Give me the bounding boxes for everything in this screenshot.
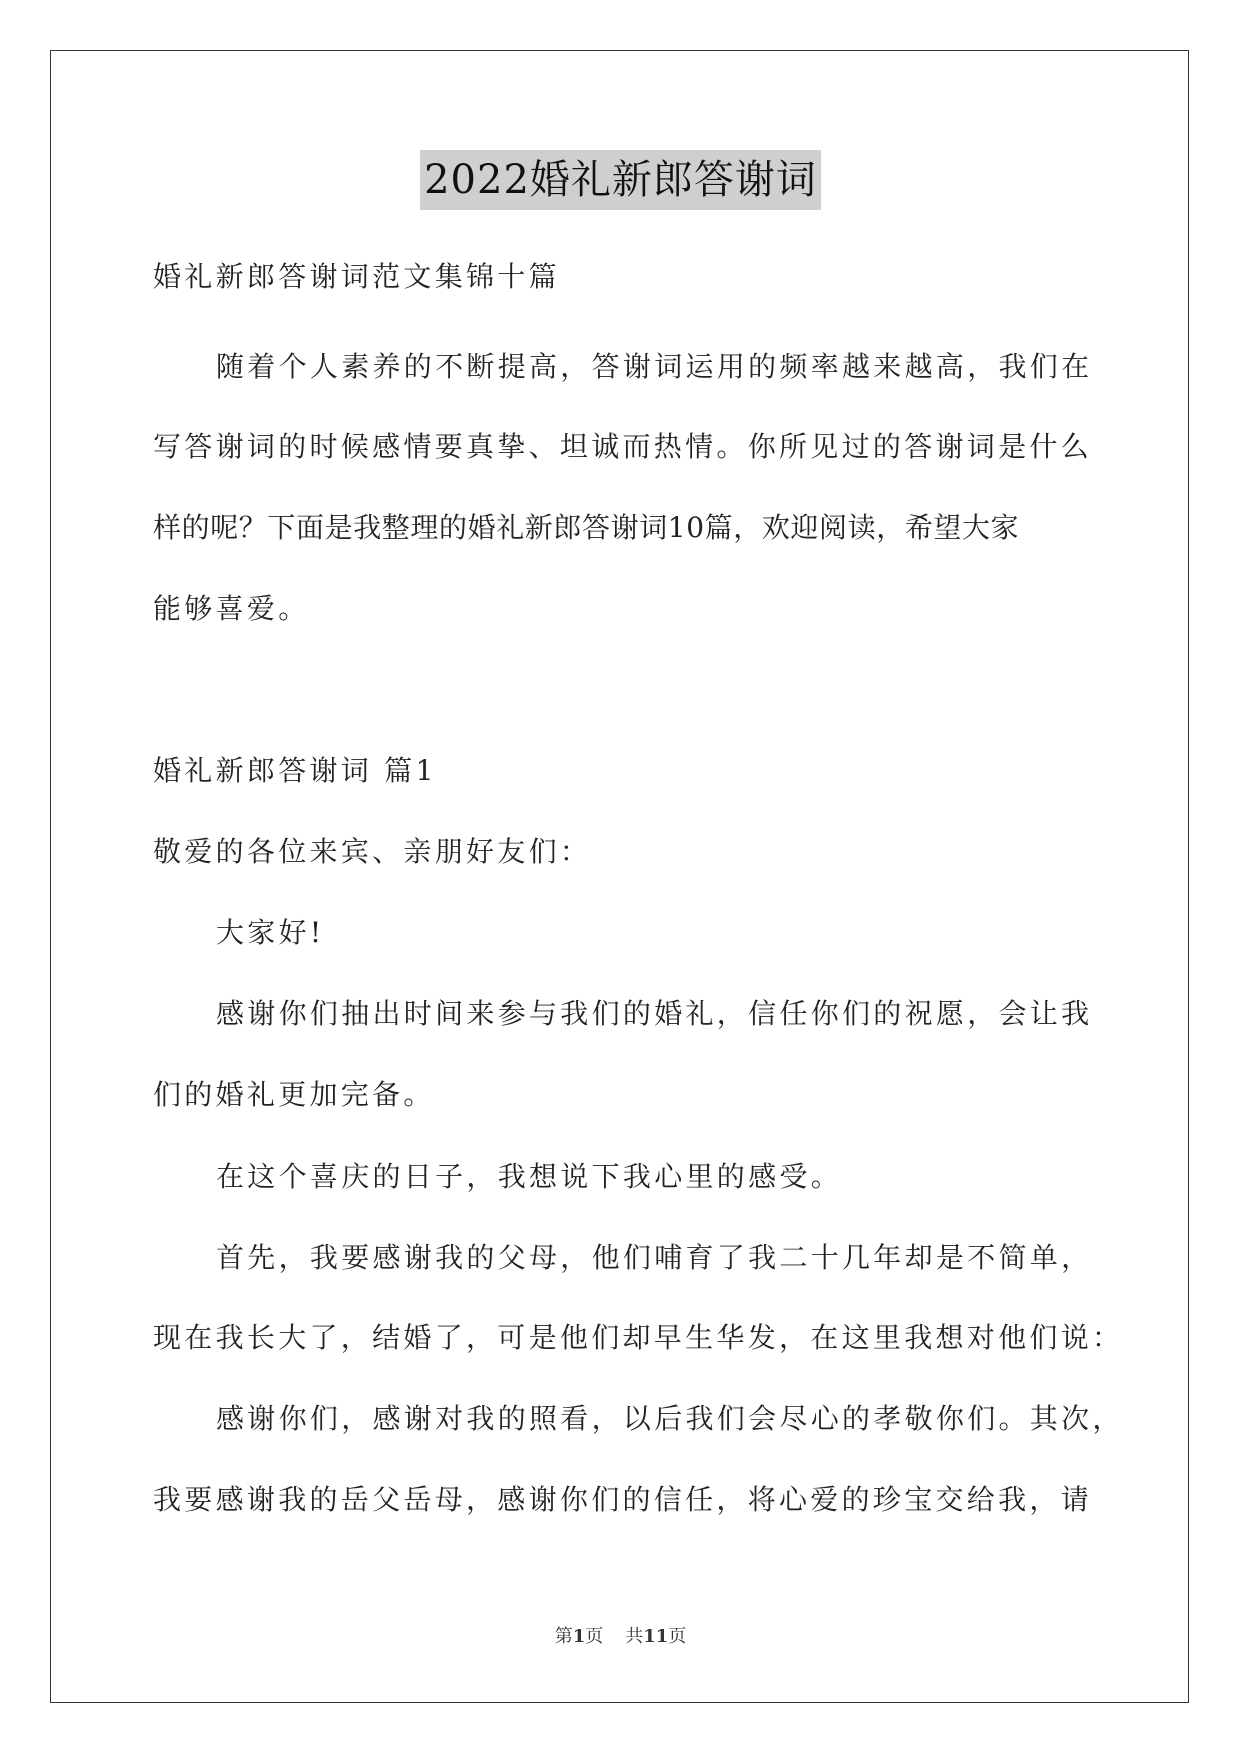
intro-line-2: 写答谢词的时候感情要真挚、坦诚而热情。你所见过的答谢词是什么 [153,430,1093,463]
footer-page-number: 1 [572,1626,586,1647]
footer-total-pages: 11 [643,1626,669,1647]
footer-total-unit: 页 [668,1626,687,1647]
body-line-1: 感谢你们抽出时间来参与我们的婚礼，信任你们的祝愿，会让我 [216,997,1093,1030]
page-footer [0,1625,1241,1649]
footer-page-prefix: 第 [554,1626,573,1647]
document-title: 2022婚礼新郎答谢词 [420,150,821,210]
body-line-4: 首先，我要感谢我的父母，他们哺育了我二十几年却是不简单， [216,1241,1093,1274]
body-line-5: 现在我长大了，结婚了，可是他们却早生华发，在这里我想对他们说： [153,1321,1124,1354]
body-line-2: 们的婚礼更加完备。 [153,1078,435,1111]
section-heading: 婚礼新郎答谢词 篇1 [153,754,437,787]
intro-line-1: 随着个人素养的不断提高，答谢词运用的频率越来越高，我们在 [216,350,1093,383]
intro-line-4: 能够喜爱。 [153,592,310,625]
intro-line-3: 样的呢？下面是我整理的婚礼新郎答谢词10篇，欢迎阅读，希望大家 [153,511,1020,544]
body-line-3: 在这个喜庆的日子，我想说下我心里的感受。 [216,1160,843,1193]
footer-page-unit: 页 [585,1626,604,1647]
body-line-7: 我要感谢我的岳父岳母，感谢你们的信任，将心爱的珍宝交给我，请 [153,1483,1093,1516]
footer-total-prefix: 共 [625,1626,644,1647]
document-title-container [0,150,1241,210]
body-line-6: 感谢你们，感谢对我的照看，以后我们会尽心的孝敬你们。其次， [216,1402,1124,1435]
subtitle: 婚礼新郎答谢词范文集锦十篇 [153,260,560,293]
greeting: 大家好! [216,916,325,949]
page-border [50,50,1189,1703]
salutation: 敬爱的各位来宾、亲朋好友们： [153,835,592,868]
